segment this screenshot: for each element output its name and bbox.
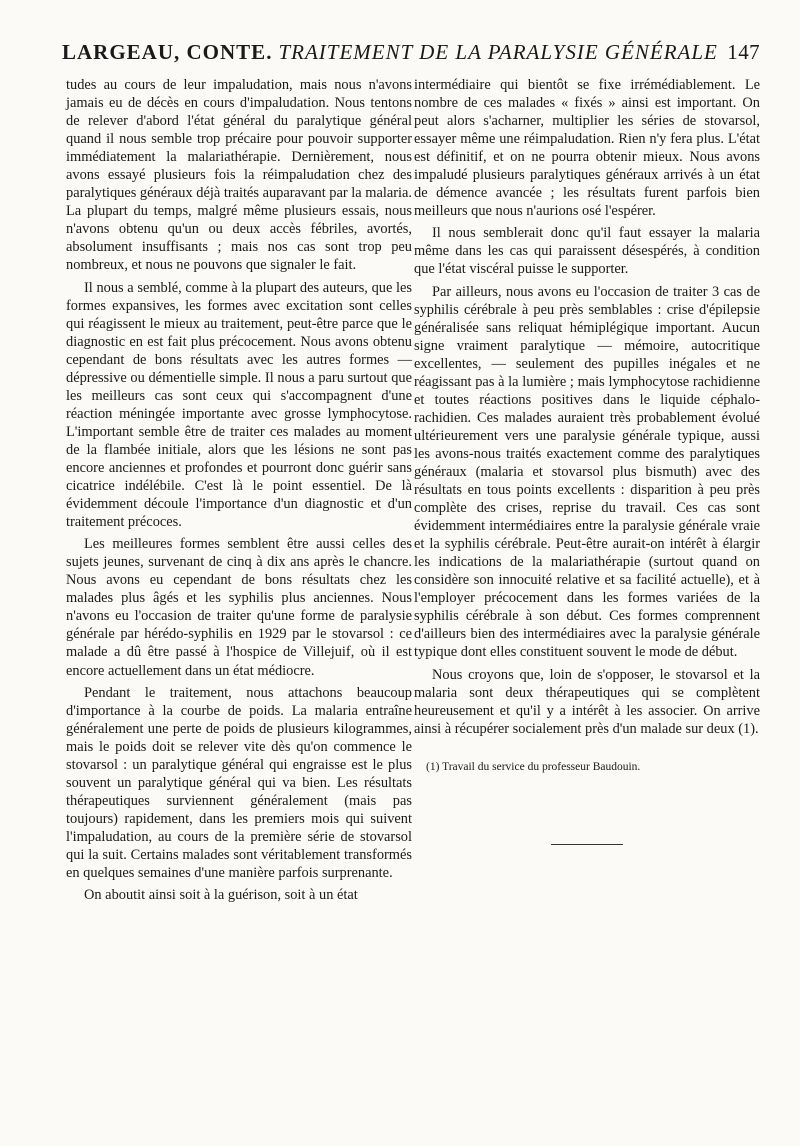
header-authors: LARGEAU, CONTE. [62,40,273,64]
right-column [414,76,760,845]
paragraph: Il nous a semblé, comme à la plupart des auteurs, que les formes expansives, les formes avec excitation sont celles qui réagissent le mieux au traitement, peut-être parce que le diagnostic en est fait plus précocement. Nous avons obtenu cependant de bons résultats avec les autres formes — dépressive ou démentielle simple. Il nous a paru surtout que les meilleurs cas sont ceux qui s'accompagnent d'une réaction méningée importante avec grosse lymphocytose. L'important semble être de traiter ces malades au moment de la flambée initiale, alors que les lésions ne sont pas encore anciennes et profondes et pourront donc guérir sans cicatrice indélébile. C'est là le point essentiel. De là évidemment découle l'importance d'un diagnostic et d'un traitement précoces. [66,279,412,531]
footnote: (1) Travail du service du professeur Baudouin. [426,760,641,773]
running-header [62,40,760,74]
page-number: 147 [727,40,760,64]
paragraph: Pendant le traitement, nous attachons beaucoup d'importance à la courbe de poids. La malaria entraîne généralement une perte de poids de plusieurs kilogrammes, mais le poids doit se relever vite dès qu'on commence le stovarsol : un paralytique général qui engraisse est le plus souvent un paralytique général qui va bien. Les résultats thérapeutiques surviennent généralement (mais pas toujours) rapidement, dans les premiers mois qui suivent l'impaludation, au cours de la première série de stovarsol qui la suit. Certains malades sont véritablement transformés en quelques semaines d'une manière parfois surprenante. [66,684,412,882]
paragraph: Par ailleurs, nous avons eu l'occasion de traiter 3 cas de syphilis cérébrale à peu près semblables : crise d'épilepsie généralisée sans reliquat hémiplégique important. Aucun signe vraiment paralytique — mémoire, autocritique excellentes, — seulement des pupilles inégales et ne réagissant pas à la lumière ; mais lymphocytose rachidienne et toutes réactions positives dans le liquide céphalo-rachidien. Ces malades auraient très probablement évolué ultérieurement vers une paralysie générale typique, aussi les avons-nous traités exactement comme des paralytiques généraux (malaria et stovarsol plus bismuth) avec des résultats en tous points excellents : disparition à peu près complète des crises, reprise du travail. Ces cas sont évidemment intermédiaires entre la paralysie générale vraie et la syphilis cérébrale. Peut-être aurait-on intérêt à élargir les indications de la malariathérapie (surtout quand on considère son innocuité relative et sa facilité actuelle), et à l'employer précocement dans les formes variées de la syphilis cérébrale à son début. Ces formes comprennent d'ailleurs bien des intermédiaires avec la paralysie générale typique dont elles constituent souvent le mode de début. [414,283,760,661]
end-rule [551,844,623,845]
left-column [66,76,412,904]
paragraph: tudes au cours de leur impaludation, mais nous n'avons jamais eu de décès en cours d'impaludation. Nous tentons de relever d'abord l'état général du paralytique général quand il nous semble trop précaire pour pouvoir supporter immédiatement la malariathérapie. Dernièrement, nous avons essayé plusieurs fois la réimpaludation chez des paralytiques généraux déjà traités auparavant par la malaria. La plupart du temps, malgré même plusieurs essais, nous n'avons obtenu qu'un ou deux accès fébriles, avortés, absolument insuffisants ; mais nos cas sont trop peu nombreux, et nous ne pouvons que signaler le fait. [66,77,413,274]
paragraph: Nous croyons que, loin de s'opposer, le stovarsol et la malaria sont deux thérapeutiques qui se complètent heureusement et qu'il y a intérêt à les associer. On arrive ainsi à récupérer socialement près d'un malade sur deux (1). [414,666,760,737]
paragraph: intermédiaire qui bientôt se fixe irrémédiablement. Le nombre de ces malades « fixés » ainsi est important. On peut alors s'acharner, multiplier les séries de stovarsol, essayer même une réimpaludation. Rien n'y fera plus. L'état est définitif, et on ne pourra obtenir mieux. Nous avons impaludé plusieurs paralytiques généraux arrivés à un état de démence avancée ; les résultats furent parfois bien meilleurs que nous n'aurions osé l'espérer. [414,77,760,220]
header-title: TRAITEMENT DE LA PARALYSIE GÉNÉRALE [278,40,718,64]
paragraph: Les meilleures formes semblent être aussi celles des sujets jeunes, survenant de cinq à dix ans après le chancre. Nous avons eu cependant de bons résultats chez les malades plus âgés et les syphilis plus anciennes. Nous n'avons eu l'occasion de traiter qu'une forme de paralysie générale par hérédo-syphilis en 1929 par le stovarsol : ce malade a dû être passé à l'hospice de Villejuif, où il est encore actuellement dans un état médiocre. [66,536,412,679]
paragraph: On aboutit ainsi soit à la guérison, soit à un état [84,887,358,904]
paragraph: Il nous semblerait donc qu'il faut essayer la malaria même dans les cas qui paraissent désespérés, à condition que l'état viscéral puisse le supporter. [414,225,760,278]
